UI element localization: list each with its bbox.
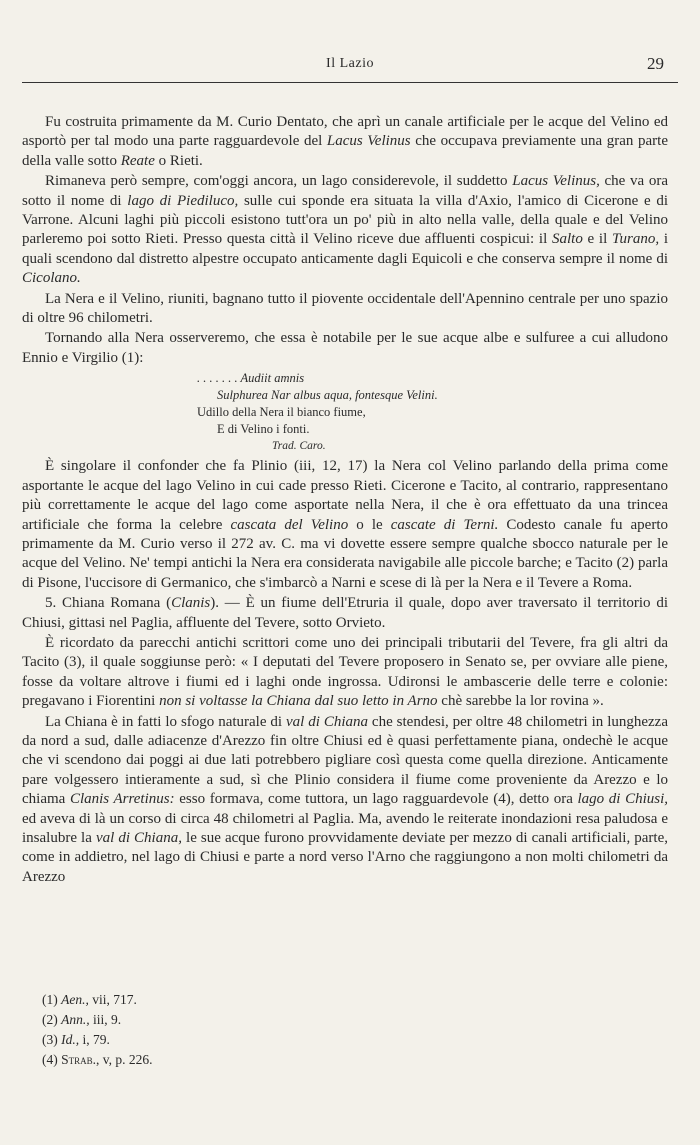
paragraph [22,290,668,329]
italic-run: lago di Piediluco, [127,192,239,209]
paragraph [22,594,668,633]
footnote [42,990,153,1010]
text-run: (4) [42,1052,62,1067]
translator-credit: Trad. Caro. [272,440,326,453]
text-run: esso formava, come tuttora, un lago ragguardevole (4), detto ora [174,791,578,808]
paragraphs-before-verse [22,113,668,368]
text-run: i, 79. [79,1032,110,1047]
text-run: che stendesi, per oltre 48 chilometri in lunghezza da nord a sud, dalle adiacenze d'Arezzo fin oltre Chiusi ed è quasi perfettamente piana, ondechè le acque che vi scendono dai poggi ai due lati potrebbero pigliare così questa come quella direzione. Anticamente pare volgessero intieramente a sud, sì che Plinio considera il fiume come proveniente da Arezzo e lo chiama [22,713,668,808]
italic-run: Lacus Velinus, [512,173,600,190]
italic-run: Id., [61,1032,80,1047]
running-header [22,52,678,74]
text-run: o Rieti. [154,152,203,169]
footnote [42,1010,153,1030]
text-run: (2) [42,1012,62,1027]
paragraph [22,329,668,368]
text-run: chè sarebbe la lor rovina ». [437,693,604,710]
text-run: che va ora sotto il nome di [22,173,668,209]
text-run: le sue acque furono provvidamente deviate per mezzo di canali artificiali, parte, come in addietro, nel lago di Chiusi e parte a nord verso l'Arno che raggiungono a non molti chilometri da Arezzo [22,830,669,885]
header-rule [22,82,678,83]
text-run: La Nera e il Velino, riuniti, bagnano tutto il piovente occidentale dell'Apennino centrale per uno spazio di oltre 96 chilometri. [22,290,668,327]
text-run: e il [582,231,612,248]
page-number: 29 [647,54,664,73]
italic-run: lago di Chiusi, [577,791,669,808]
text-run: È ricordato da parecchi antichi scrittori come uno dei principali tributarii del Tevere, fra gli altri da Tacito (3), il quale soggiunse però: « I deputati del Tevere proposero in Senato se, per ovviare alle piene, fosse da voltare altrove i fiumi ed i laghi onde ingrossa. Udironsi le ambascerie delle terre e colonie: pregavano i Fiorentini [22,634,668,710]
text-run: (1) [42,992,62,1007]
text-run: iii, 9. [89,1012,122,1027]
italic-run: Cicolano. [22,270,81,287]
text-run: È singolare il confonder che fa Plinio (iii, 12, 17) la Nera col Velino parlando della prima come asportante le acque del lago Velino in cui cade presso Rieti. Cicerone e Tacito, al contrario, rappresentano più correttamente le acque del lago come asportate nella Nera, il che è ora effettuato da una trincea artificiale che forma la celebre [22,458,668,533]
text-run: che occupava previamente una gran parte della valle sotto [22,133,668,169]
italic-run: Clanis Arretinus: [69,791,175,808]
verse-line: Udillo della Nera il bianco fiume, [197,405,366,420]
italic-run: Clanis [171,595,211,612]
text-run: Strab., [61,1052,100,1067]
text-run: vii, 717. [88,992,137,1007]
italic-run: cascate di Terni. [390,516,499,533]
text-run: Rimaneva però sempre, com'oggi ancora, un lago considerevole, il suddetto [45,173,513,190]
footnote [42,1050,153,1070]
verse-line: Sulphurea Nar albus aqua, fontesque Velini. [217,388,438,403]
verse-line: . . . . . . . Audiit amnis [197,371,305,386]
text-run: Codesto canale fu aperto primamente da M. Curio verso il 272 av. C. ma vi dovette essere sempre qualche sbocco naturale per le acque del Velino. Ne' tempi antichi la Nera era considerata navigabile alle piccole barche; e Tacito (2) parla di Pisone, l'uccisore di Germanico, che s'imbarcò a Narni e scese di là per la Nera e il Tevere a Roma. [22,516,668,591]
italic-run: Turano, [611,231,660,248]
paragraph [22,713,668,888]
text-run: (3) [42,1032,62,1047]
paragraph [22,172,668,288]
text-run: Tornando alla Nera osserveremo, che essa è notabile per le sue acque albe e sulfuree a cui alludono Ennio e Virgilio (1): [22,330,668,366]
verse-line: E di Velino i fonti. [217,422,310,437]
verse-quotation [197,370,668,455]
italic-run: Reate [120,152,155,169]
text-run: ). — È un fiume dell'Etruria il quale, dopo aver traversato il territorio di Chiusi, gittasi nel Paglia, affluente del Tevere, sotto Orvieto. [22,595,668,631]
paragraph [22,457,668,593]
text-run: v, p. 226. [99,1052,153,1067]
italic-run: Aen., [61,992,89,1007]
text-run: Fu costruita primamente da M. Curio Dentato, che aprì un canale artificiale per le acque del Velino ed asportò per tal modo una parte ragguardevole del [22,114,668,150]
italic-run: cascata del Velino [230,516,349,533]
italic-run: val di Chiana [286,713,369,730]
text-run: La Chiana è in fatti lo sfogo naturale di [45,713,287,730]
paragraph [22,634,668,712]
paragraph [22,113,668,171]
text-run: 5. Chiana Romana ( [45,595,172,612]
italic-run: non si voltasse la Chiana dal suo letto in Arno [159,693,438,710]
italic-run: Salto [551,231,583,248]
paragraphs-after-verse [22,457,668,887]
text-run: sulle cui sponde era situata la villa d'Axio, l'amico di Cicerone e di Varrone. Alcuni laghi più piccoli esistono tutt'ora un po' più in alto nella valle, della quale e del Velino parleremo poi sotto Rieti. Presso questa città il Velino riceve due affluenti cospicui: il [22,192,668,248]
italic-run: val di Chiana, [95,830,182,846]
text-run: ed aveva di là un corso di circa 48 chilometri al Paglia. Ma, avendo le reiterate inondazioni resa paludosa e insalubre la [22,810,668,846]
text-run: o le [348,516,391,533]
footnote [42,1030,153,1050]
body-text [22,112,668,887]
text-run: i quali scendono dal distretto alpestre occupato anticamente dagli Equicoli e che conserva sempre il nome di [22,231,668,267]
running-title: Il Lazio [326,56,374,71]
footnotes [42,990,153,1070]
italic-run: Ann., [61,1012,90,1027]
italic-run: Lacus Velinus [326,133,411,150]
